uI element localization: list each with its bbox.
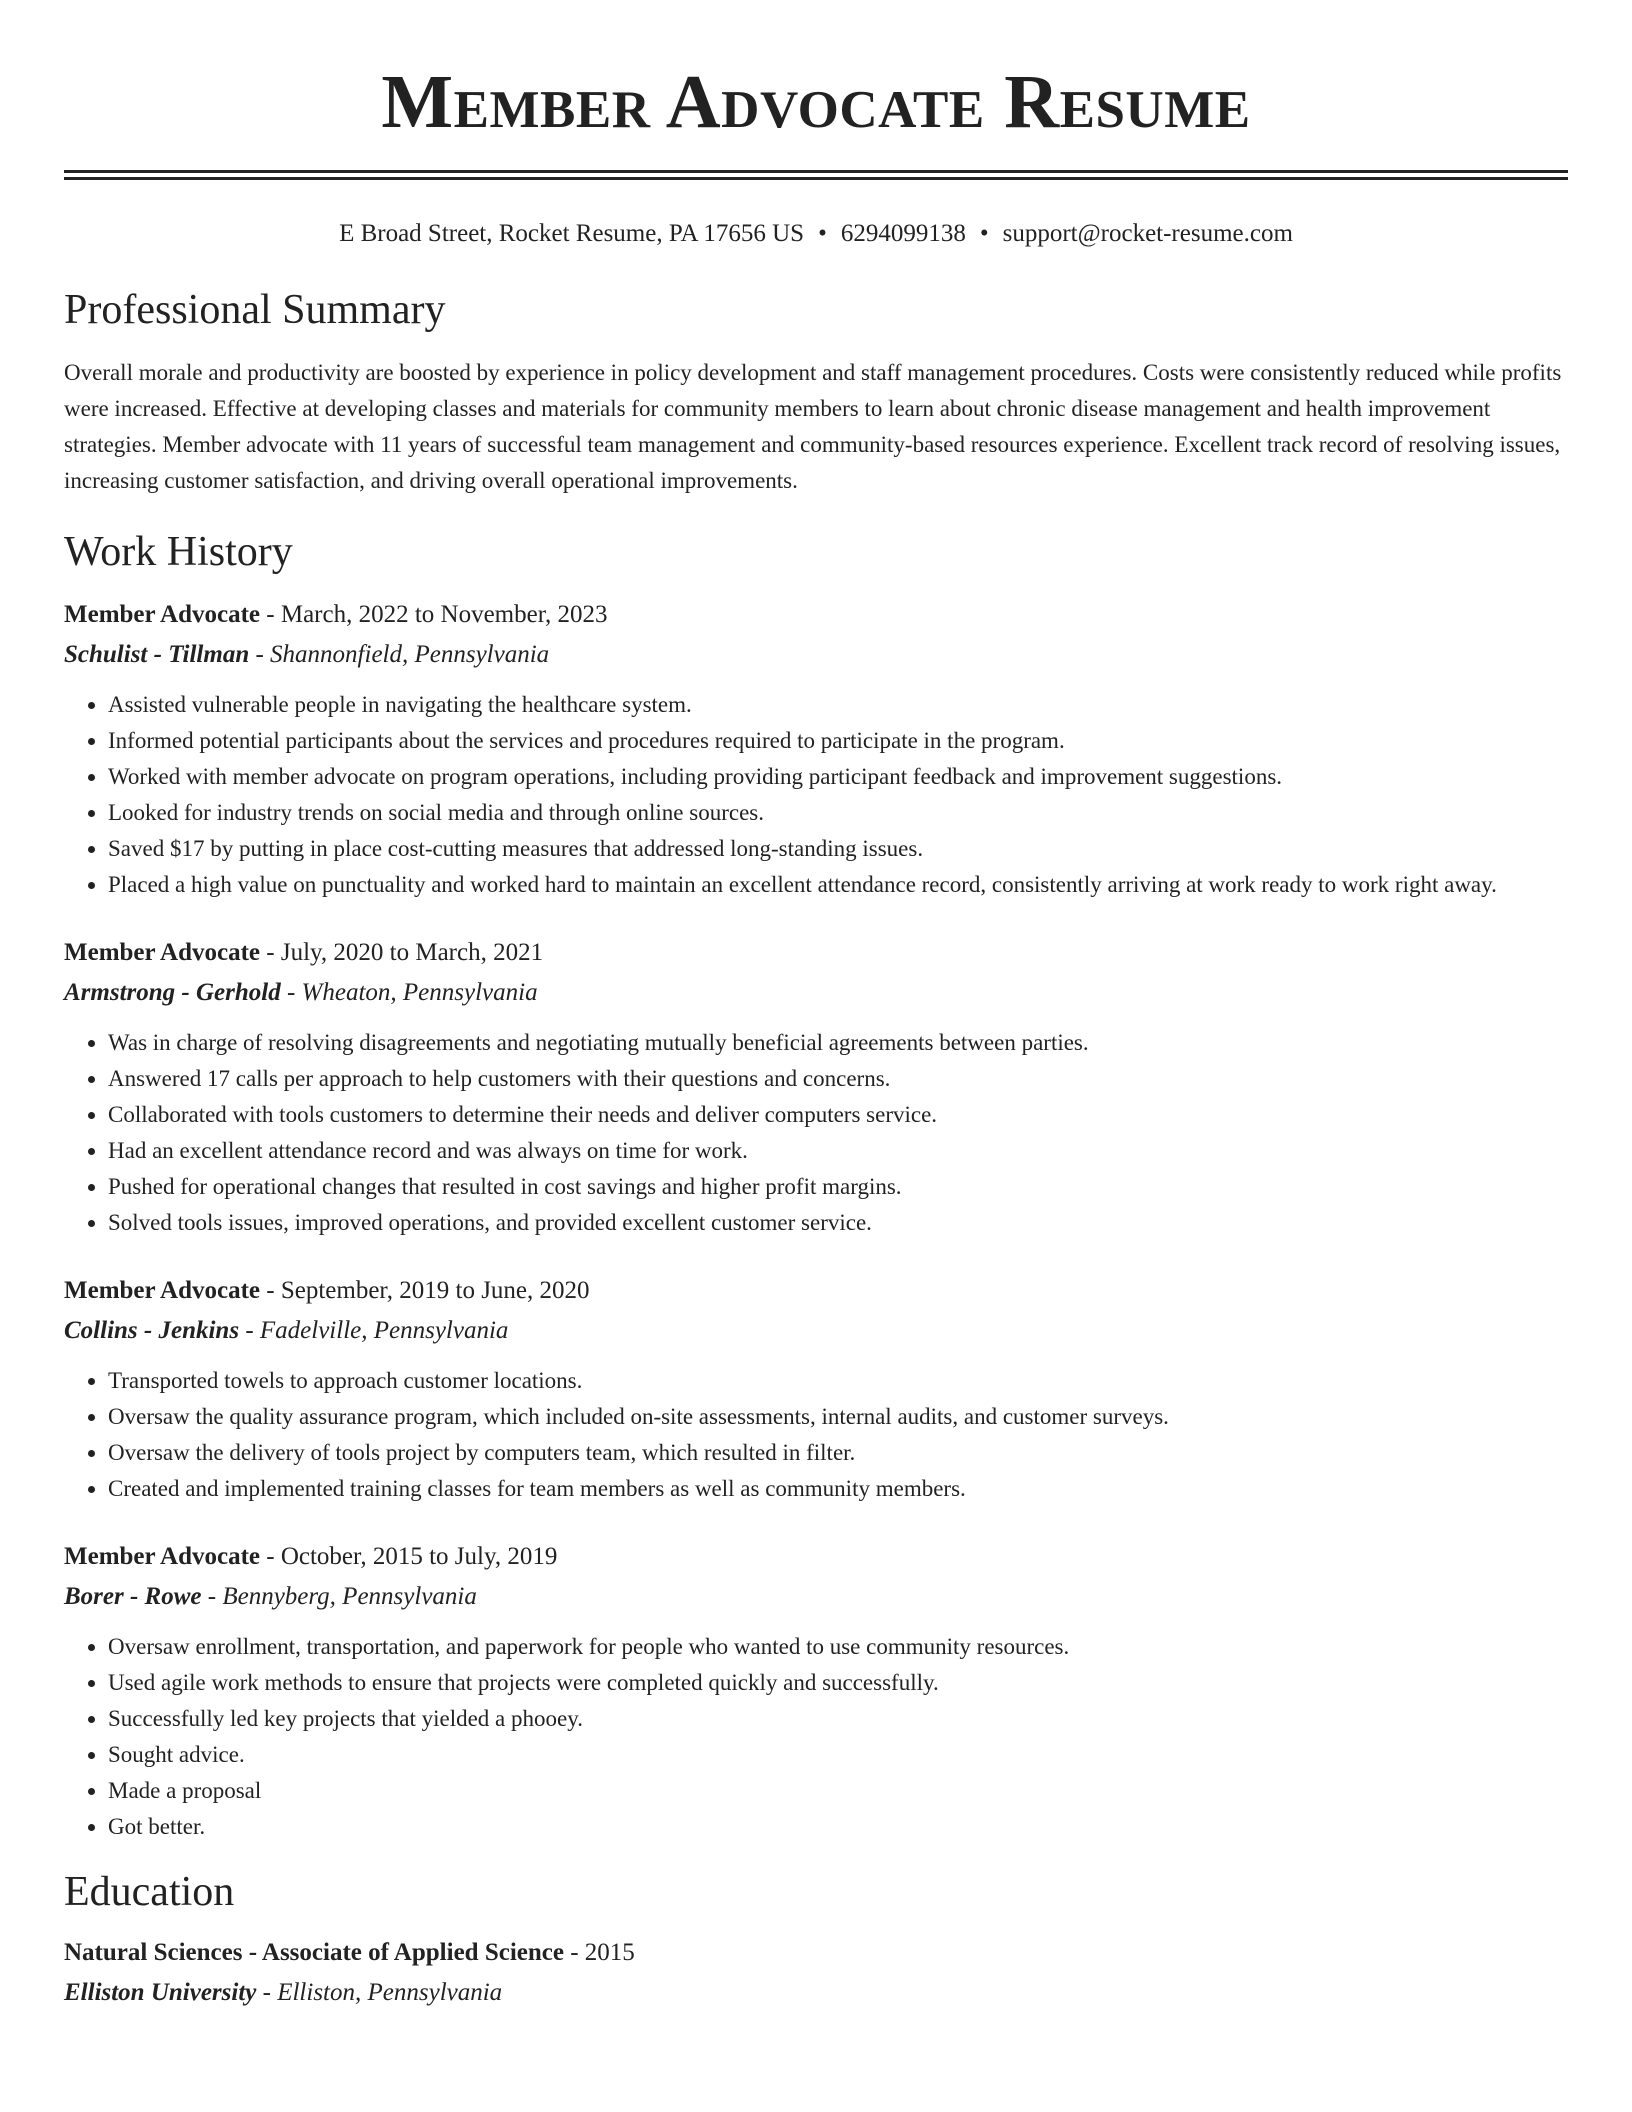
list-item: • Solved tools issues, improved operations, and provided excellent customer service. — [108, 1205, 1568, 1241]
list-item: • Collaborated with tools customers to determine their needs and deliver computers service. — [108, 1097, 1568, 1133]
job-dates: - September, 2019 to June, 2020 — [260, 1277, 590, 1304]
list-item: • Created and implemented training classes for team members as well as community members. — [108, 1471, 1568, 1507]
contact-line — [64, 217, 1568, 251]
job-company: Collins - Jenkins — [64, 1317, 240, 1344]
list-item: • Informed potential participants about the services and procedures required to participate in the program. — [108, 723, 1568, 759]
job-company: Borer - Rowe — [64, 1583, 202, 1610]
job-company: Armstrong - Gerhold — [64, 979, 281, 1006]
education-entry — [64, 1933, 1568, 2013]
job-title-line — [64, 1271, 1568, 1311]
list-item: • Assisted vulnerable people in navigating the healthcare system. — [108, 687, 1568, 723]
job-company-line — [64, 973, 1568, 1013]
job-entry — [64, 933, 1568, 1241]
list-item: • Looked for industry trends on social media and through online sources. — [108, 795, 1568, 831]
job-dates: - October, 2015 to July, 2019 — [260, 1543, 558, 1570]
job-title-line — [64, 1537, 1568, 1577]
list-item: • Oversaw enrollment, transportation, and paperwork for people who wanted to use community resources. — [108, 1629, 1568, 1665]
job-entry — [64, 1537, 1568, 1845]
job-location: - Shannonfield, Pennsylvania — [249, 641, 550, 668]
list-item: • Got better. — [108, 1809, 1568, 1845]
job-bullets — [64, 1629, 1568, 1845]
list-item: • Was in charge of resolving disagreements and negotiating mutually beneficial agreements between parties. — [108, 1025, 1568, 1061]
education-degree-line — [64, 1933, 1568, 1973]
job-title-line — [64, 595, 1568, 635]
job-bullets — [64, 687, 1568, 903]
education-school: Elliston University — [64, 1979, 257, 2006]
list-item: • Had an excellent attendance record and was always on time for work. — [108, 1133, 1568, 1169]
job-company-line — [64, 1577, 1568, 1617]
contact-separator: • — [818, 220, 827, 247]
list-item: • Answered 17 calls per approach to help customers with their questions and concerns. — [108, 1061, 1568, 1097]
job-location: - Wheaton, Pennsylvania — [280, 979, 538, 1006]
education-year: - 2015 — [563, 1939, 635, 1966]
job-entry — [64, 1271, 1568, 1507]
education-degree: Natural Sciences - Associate of Applied Science — [64, 1939, 564, 1966]
title-double-rule — [64, 170, 1568, 180]
job-dates: - July, 2020 to March, 2021 — [260, 939, 544, 966]
summary-heading: Professional Summary — [64, 287, 446, 333]
job-title: Member Advocate — [64, 1543, 261, 1570]
job-location: - Bennyberg, Pennsylvania — [201, 1583, 477, 1610]
list-item: • Oversaw the delivery of tools project by computers team, which resulted in filter. — [108, 1435, 1568, 1471]
job-bullets — [64, 1363, 1568, 1507]
job-entry — [64, 595, 1568, 903]
list-item: • Sought advice. — [108, 1737, 1568, 1773]
job-title-line — [64, 933, 1568, 973]
job-company-line — [64, 635, 1568, 675]
contact-phone: 6294099138 — [840, 220, 966, 247]
job-company-line — [64, 1311, 1568, 1351]
contact-address: E Broad Street, Rocket Resume, PA 17656 US — [339, 220, 805, 247]
list-item: • Saved $17 by putting in place cost-cutting measures that addressed long-standing issues. — [108, 831, 1568, 867]
education-school-line — [64, 1973, 1568, 2013]
list-item: • Successfully led key projects that yielded a phooey. — [108, 1701, 1568, 1737]
job-title: Member Advocate — [64, 601, 261, 628]
education-heading: Education — [64, 1869, 235, 1915]
list-item: • Worked with member advocate on program operations, including providing participant feedback and improvement suggestions. — [108, 759, 1568, 795]
summary-text: Overall morale and productivity are boosted by experience in policy development and staff management procedures. Costs were consistently reduced while profits were increased. Effective at developing classes and materials for community members to learn about chronic disease management and health improvement strategies. Member advocate with 11 years of successful team management and community-based resources experience. Excellent track record of resolving issues, increasing customer satisfaction, and driving overall operational improvements. — [64, 360, 1562, 493]
job-location: - Fadelville, Pennsylvania — [239, 1317, 509, 1344]
list-item: • Transported towels to approach customer locations. — [108, 1363, 1568, 1399]
job-company: Schulist - Tillman — [64, 641, 250, 668]
job-title: Member Advocate — [64, 1277, 261, 1304]
list-item: • Placed a high value on punctuality and worked hard to maintain an excellent attendance record, consistently arriving at work ready to work right away. — [108, 867, 1568, 903]
job-title: Member Advocate — [64, 939, 261, 966]
education-location: - Elliston, Pennsylvania — [256, 1979, 503, 2006]
job-dates: - March, 2022 to November, 2023 — [260, 601, 608, 628]
job-bullets — [64, 1025, 1568, 1241]
contact-email: support@rocket-resume.com — [1002, 220, 1293, 247]
work-history-heading: Work History — [64, 529, 293, 575]
list-item: • Used agile work methods to ensure that projects were completed quickly and successfully. — [108, 1665, 1568, 1701]
contact-separator: • — [979, 220, 989, 247]
page-title: Member Advocate Resume — [381, 60, 1251, 144]
list-item: • Made a proposal — [108, 1773, 1568, 1809]
list-item: • Oversaw the quality assurance program, which included on-site assessments, internal audits, and customer surveys. — [108, 1399, 1568, 1435]
list-item: • Pushed for operational changes that resulted in cost savings and higher profit margins. — [108, 1169, 1568, 1205]
